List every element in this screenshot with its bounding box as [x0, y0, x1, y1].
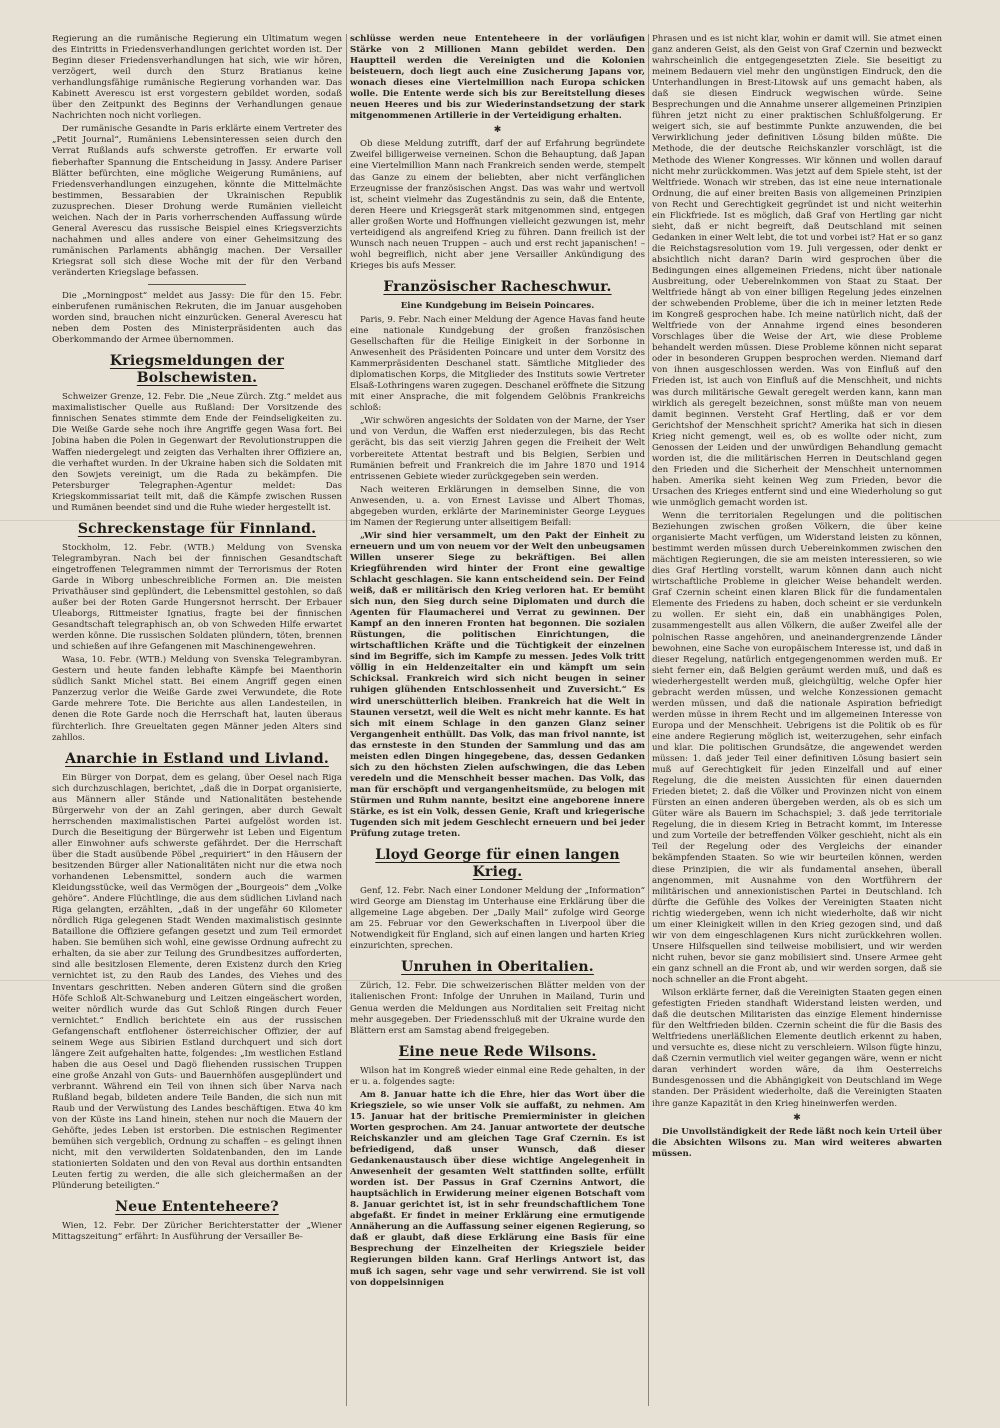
article-text: „Wir sind hier versammelt, um den Pakt der Einheit zu erneuern und um von neuem vor der Welt den unbeugsamen Willen unserer Siege zu bekräftigen. Bei allen Kriegführenden wird hinter der Front eine gewaltige Schlacht geschlagen. Sie kann entscheidend sein. Der Feind weiß, daß er militärisch den Krieg verloren hat. Er bemüht sich nun, den Sieg durch seine Diplomaten und durch die Agenten für Flaumacherei und Verrat zu gewinnen. Der Kampf an den inneren Fronten hat begonnen. Die sozialen Rüstungen, die politischen Einrichtungen, die wirtschaftlichen Kräfte und die Tüchtigkeit der einzelnen sind im Begriffe, sich im Kampfe zu messen. Jedes Volk tritt völlig in ein Heldenzeitalter ein und kämpft um sein Schicksal. Frankreich wird sich nicht beugen in seiner ruhigen glühenden Entschlossenheit und Zuversicht.“ Es wird unerschütterlich bleiben. Frankreich hat die Welt in Staunen versetzt, weil die Welt es nicht mehr kannte. Es hat sich mit einem Schlage in den ganzen Glanz seiner Vergangenheit enthüllt. Das Volk, das man frivol nannte, ist das ernsteste in den Stunden der Sammlung und das am meisten edlen Dingen hingegebene, das, dessen Gedanken sich zu den höchsten Zielen aufschwingen, die das Leben veredeln und die Menschheit besser machen. Das Volk, das man für erschöpft und vergangenheitsmüde, zu belogen mit Stürmen und Ruhm nannte, besitzt eine angeborene innere Stärke, es ist ein Volk, dessen Genie, Kraft und kriegerische Tugenden sich mit jedem Geschlecht erneuern und bei jeder Prüfung zutage treten. — [350, 530, 645, 840]
article-text: Wilson hat im Kongreß wieder einmal eine Rede gehalten, in der er u. a. folgendes sagte: — [350, 1065, 645, 1087]
article-text: Genf, 12. Febr. Nach einer Londoner Meldung der „Information“ wird George am Dienstag im Unterhause eine Erklärung über die allgemeine Lage abgeben. Der „Daily Mail“ zufolge wird George am 25. Februar vor den Gewerkschaften in Liverpool über die Notwendigkeit für England, sich auf einen langen und harten Krieg einzurichten, sprechen. — [350, 886, 645, 952]
article-text: Der rumänische Gesandte in Paris erklärte einem Vertreter des „Petit Journal“, Rumäniens Lebensinteressen seien durch den Verrat Rußlands aufs schwerste getroffen. Er erwarte voll fieberhafter Spannung die Entscheidung in Jassy. Andere Pariser Blätter befürchten, eine mögliche Weigerung Rumäniens, auf Friedensverhandlungen einzugehen, könnte die Mittelmächte bestimmen, Bessarabien der Ukrainischen Republik zuzusprechen. Dieser Drohung werde Rumänien vielleicht weichen. Nach der in Paris vorherrschenden Auffassung würde General Averescu das russische Beispiel eines Kriegsverzichts nachahmen und alles andere von einer Geheimsitzung des rumänischen Parlaments abhängig machen. Der Versailler Kriegsrat soll sich diese Woche mit der für den Verband veränderten Kriegslage befassen. — [52, 124, 342, 278]
article-text: Am 8. Januar hatte ich die Ehre, hier das Wort über die Kriegsziele, so wie unser Volk sie auffaßt, zu nehmen. Am 15. Januar hat der britische Premierminister in gleichen Worten gesprochen. Am 24. Januar antwortete der deutsche Reichskanzler und am gleichen Tage Graf Czernin. Es ist befriedigend, daß unser Wunsch, daß dieser Gedankenaustausch über diese wichtige Angelegenheit in Anwesenheit der gesamten Welt stattfinden sollte, erfüllt worden ist. Der Passus in Graf Czernins Antwort, die hauptsächlich in Erwiderung meiner eigenen Botschaft vom 8. Januar gerichtet ist, ist in sehr freundschaftlichem Tone abgefaßt. Er findet in meiner Erklärung eine ermutigende Annäherung an die Auffassung seiner eigenen Regierung, so daß er glaubt, daß diese Erklärung eine Basis für eine Besprechung der Einzelheiten der Kriegsziele beider Regierungen bilden kann. Graf Herlings Antwort ist, das muß ich sagen, sehr vage und sehr verwirrend. Sie ist voll von doppelsinnigen — [350, 1089, 645, 1288]
article-text: Die Unvollständigkeit der Rede läßt noch kein Urteil über die Absichten Wilsons zu. Man wird weiteres abwarten müssen. — [652, 1126, 942, 1159]
article-text: Wien, 12. Febr. Der Züricher Berichterstatter der „Wiener Mittagszeitung“ erfährt: In Ausführung der Versailler Be- — [52, 1221, 342, 1243]
headline-kriegsmeldungen: Kriegsmeldungen der Bolschewisten. — [109, 353, 285, 387]
article-text: Ein Bürger von Dorpat, dem es gelang, über Oesel nach Riga sich durchzuschlagen, berichtet, „daß die in Dorpat organisierte, aus Männern aller Stände und Nationalitäten bestehende Bürgerwehr von der an Zahl geringen, aber durch Gewalt herrschenden maximalistischen Partei aufgelöst worden ist. Durch die Beseitigung der Bürgerwehr ist Leben und Eigentum aller Einwohner aufs schwerste gefährdet. Der die Herrschaft über die Stadt ausübende Pöbel „requiriert“ in den Häusern der besitzenden Bürger aller Nationalitäten nicht nur die etwa noch vorhandenen Lebensmittel, sondern auch die warmen Kleidungsstücke, weil das Vermögen der „Bourgeois“ dem „Volke gehöre“. Andere Flüchtlinge, die aus dem südlichen Livland nach Riga gelangten, erzählten, „daß in der ungefähr 60 Kilometer nördlich Riga gelegenen Stadt Wenden maximalistisch gesinnte Bataillone die Offiziere gefangen gesetzt und zum Teil ermordet haben. Sie bemühen sich wohl, eine gewisse Ordnung aufrecht zu erhalten, da sie aber zur Teilung des Grundbesitzes aufforderten, sind alle besitzlosen Elemente, deren Existenz durch den Krieg vernichtet ist, zu den Raub des Landes, des Viehes und des Inventars geschritten. Neben anderen Gütern sind die großen Höfe Schloß Alt-Schwaneburg und Leitzen eingeäschert worden, weiter nördlich wurde das Gut Schloß Ringen durch Feuer vernichtet.“ Endlich berichtete ein aus der russischen Gefangenschaft entflohener österreichischer Offizier, der auf seinem Wege aus Sibirien Estland durchquert und sich dort längere Zeit aufgehalten hatte, folgendes: „Im westlichen Estland haben die aus Oesel und Dagö fliehenden russischen Truppen eine große Anzahl von Guts- und Bauernhöfen ausgeplündert und verbrannt. Während ein Teil von ihnen sich über Narva nach Rußland begab, bildeten andere Teile Banden, die sich nun mit Raub und der Verwüstung des Landes beschäftigen. Etwa 40 km von der Küste ins Land hinein, stehen nur noch die Mauern der Gehöfte, jedes Leben ist erstorben. Die estnischen Regimenter bemühen sich vergeblich, Ordnung zu schaffen – es gelingt ihnen nicht, mit den verwilderten Soldatenbanden, den im Lande stationierten Soldaten und den von Reval aus dorthin entsandten Leuten fertig zu werden, die alle sich gleichermaßen an der Plünderung beteiligten.“ — [52, 772, 342, 1192]
article-text: Zürich, 12. Febr. Die schweizerischen Blätter melden von der italienischen Front: Infolge der Unruhen in Mailand, Turin und Genua werden die Meldungen aus Norditalien seit Freitag nicht mehr ausgegeben. Der Friedensschluß mit der Ukraine wurde den Blättern erst am Samstag abend freigegeben. — [350, 981, 645, 1036]
article-text: Ob diese Meldung zutrifft, darf der auf Erfahrung begründete Zweifel billigerweise verneinen. Schon die Behauptung, daß Japan eine Viertelmillion Mann nach Frankreich senden werde, stempelt das Ganze zu einem der beliebten, aber nicht verfänglichen Erzeugnisse der französischen Angst. Das was wahr und wertvoll ist, scheint vielmehr das Zugeständnis zu sein, daß die Entente, deren Heere und Kriegsgerät stark mitgenommen sind, entgegen aller großen Worte und Hoffnungen vielleicht gezwungen ist, mehr verteidigend als angreifend Krieg zu führen. Dann freilich ist der Wunsch nach neuen Truppen – auch und erst recht japanischen! – wohl begreiflich, nicht aber jene Versailler Ankündigung des Krieges bis aufs Messer. — [350, 139, 645, 271]
column-rule — [648, 34, 649, 1406]
article-text: schlüsse werden neue Ententeheere in der vorläufigen Stärke von 2 Millionen Mann gebildet werden. Den Hauptteil werden die Vereinigten und die Kolonien beisteuern, doch liegt auch eine Zusicherung Japans vor, wonach dieses eine Viertelmillion nach Europa schicken wolle. Die Entente werde sich bis zur Bereitstellung dieses neuen Heeres und bis zur Wiederinstandsetzung der stark mitgenommenen Artillerie in der Verteidigung erhalten. — [350, 34, 645, 122]
divider — [148, 284, 247, 285]
article-text: Regierung an die rumänische Regierung ein Ultimatum wegen des Eintritts in Friedensverhandlungen gerichtet worden ist. Der Beginn dieser Friedensverhandlungen hat sich, wie wir hören, verzögert, weil durch den Sturz Bratianus keine verhandlungsfähige rumänische Regierung vorhanden war. Das Kabinett Averescu ist erst vorgestern gebildet worden, sodaß über den Zeitpunkt des Beginns der Verhandlungen genaue Nachrichten noch nicht vorliegen. — [52, 34, 342, 122]
article-text: Schweizer Grenze, 12. Febr. Die „Neue Zürch. Ztg.“ meldet aus maximalistischer Quelle aus Rußland: Der Vorsitzende des finnischen Senates stimmte dem Ende der Feindseligkeiten zu. Die Weiße Garde sehe noch ihre Angriffe gegen Wasa fort. Bei Jobina haben die Polen in Gegenwart der Revolutionstruppen die Waffen niedergelegt und zeigten das Verhalten ihrer Offiziere an, die verhaftet wurden. In der Ukraine haben sich die Soldaten mit den Sowjets vereinigt, um die Rada zu bekämpfen. Die Petersburger Telegraphen-Agentur meldet: Das Kriegskommissariat teilt mit, daß die Kämpfe zwischen Russen und Rumänen beendet sind und die Ruhe wieder hergestellt ist. — [52, 392, 342, 513]
article-text: Paris, 9. Febr. Nach einer Meldung der Agence Havas fand heute eine nationale Kundgebung der großen französischen Gesellschaften für die Heilige Einigkeit in der Sorbonne in Anwesenheit des Präsidenten Poincare und unter dem Vorsitz des Kammerpräsidenten Deschanel statt. Sämtliche Mitglieder des diplomatischen Korps, die Mitglieder des Instituts sowie Vertreter Elsaß-Lothringens waren zugegen. Deschanel eröffnete die Sitzung mit einer Ansprache, die mit folgendem Gelöbnis Frankreichs schloß: — [350, 314, 645, 414]
headline-lloyd-george: Lloyd George für einen langen Krieg. — [375, 847, 620, 881]
column-rule — [346, 34, 347, 1406]
article-text: Wilson erklärte ferner, daß die Vereinigten Staaten gegen einen gefestigten Frieden standhaft Widerstand leisten werden, und daß die deutschen Militaristen das einzige Element hindernisse für den Weltfrieden bilden. Czernin scheint die für die Basis des Weltfriedens unerläßlichen Elemente deutlich erkennt zu haben, und versuchte es, diese nicht zu verschleiern. Wilson fügte hinzu, daß Czernin vermutlich viel weiter gegangen wäre, wenn er nicht daran verhindert worden wäre, da ihm Oesterreichs Bundesgenossen und die Abhängigkeit von Deutschland im Wege standen. Der Präsident wiederholte, daß die Vereinigten Staaten ihre ganze Kapazität in den Krieg hineinwerfen werden. — [652, 988, 942, 1109]
article-text: „Wir schwören angesichts der Soldaten von der Marne, der Yser und von Verdun, die Waffen erst niederzulegen, bis das Recht gerächt, bis das seit vierzig Jahren gegen die Freiheit der Welt vorbereitete Attentat bestraft und bis Belgien, Serbien und Rumänien befreit und Frankreich die im Jahre 1870 und 1914 entrissenen Gebiete wieder zurückgegeben sein werden. — [350, 416, 645, 482]
subheadline: Eine Kundgebung im Beisein Poincares. — [400, 300, 595, 311]
article-text: Die „Morningpost“ meldet aus Jassy: Die für den 15. Febr. einberufenen rumänischen Rekruten, die im Januar ausgehoben worden sind, brauchen nicht einzurücken. General Averescu hat neben dem Posten des Ministerpräsidenten auch das Oberkommando der Armee übernommen. — [52, 291, 342, 346]
column-2 — [350, 34, 645, 1410]
headline-wilson-rede: Eine neue Rede Wilsons. — [398, 1043, 597, 1060]
article-text: Stockholm, 12. Febr. (WTB.) Meldung von Svenska Telegrambyran. Nach bei der finnischen Gesandtschaft eingetroffenen Telegrammen nimmt der Terrorismus der Roten Garde in Wiborg unbeschreibliche Formen an. Die meisten Privathäuser sind geplündert, die Lebensmittel gestohlen, so daß außer bei der Roten Garde Hungersnot herrscht. Der Erbauer Uleaborgs, Rittmeister Ignatius, fragte bei der finnischen Gesandtschaft telegraphisch an, ob von Schweden Hilfe erwartet werden könne. Die russischen Soldaten plündern, töten, brennen und schießen auf ihre Gefangenen mit Maschinengewehren. — [52, 542, 342, 653]
column-3 — [652, 34, 942, 1410]
article-text: Nach weiteren Erklärungen in demselben Sinne, die von Anwesenden, u. a. von Ernest Lavisse und Albert Thomas, abgegeben wurden, erklärte der Marineminister George Leygues im Namen der Regierung unter allseitigem Beifall: — [350, 484, 645, 528]
headline-finnland: Schreckenstage für Finnland. — [77, 520, 317, 537]
article-text: Wenn die territorialen Regelungen und die politischen Beziehungen zwischen großen Völkern, die über keine organisierte Macht verfügen, um Widerstand leisten zu können, bestimmt werden müssen durch Uebereinkommen zwischen den mächtigen Regierungen, die sie am meisten interessieren, so wie dies Graf Hertling vorstellt, warum können dann auch nicht wirtschaftliche Probleme in gleicher Weise behandelt werden. Graf Czernin scheint einen klaren Blick für die fundamentalen Elemente des Friedens zu haben, doch scheint er sie verdunkeln zu wollen. Er sieht ein, daß ein unabhängiges Polen, zusammengestellt aus allen Völkern, die außer Zweifel alle der polnischen Rasse angehören, und aneinandergrenzende Länder bewohnen, eine Sache von europäischem Interesse ist, und daß in dieser Regelung, natürlich entgegengenommen werden muß. Er sieht ferner ein, daß Belgien geräumt werden muß, und daß es wiederhergestellt werden muß, gleichgültig, welche Opfer hier gebracht werden müssen, und welche Konzessionen gemacht werden müssen, und daß die nationale Aspiration befriedigt werden müsse in ihrem Recht und im allgemeinen Interesse von Europa und der Menschheit. Uebrigens ist die Politik ob es für eine andere Regierung möglich ist, weiterzugehen, sehr einfach und klar. Die politischen Grundsätze, die angewendet werden müssen: 1. daß jeder Teil einer definitiven Lösung basiert sein muß auf Gerechtigkeit für jeden Einzelfall und auf einer Regelung, die die meisten Aussichten für einen dauernden Frieden bietet; 2. daß die Völker und Provinzen nicht von einem Fürsten an einen anderen übergeben werden, als ob es sich um Güter wäre als Bauern im Schachspiel; 3. daß jede territoriale Regelung, die in diesem Krieg in Betracht kommt, im Interesse und zum Vorteile der betreffenden Völker geschieht, nicht als ein Teil der Regelung oder des Vergleichs der einander bekämpfenden Staaten. So wie wir beurteilen können, werden diese Prinzipien, die wir als fundamental ansehen, überall angenommen, mit Ausnahme von den Wortführern der militärischen und annexionistischen Partei in Deutschland. Ich dürfte die Gefühle des Volkes der Vereinigten Staaten nicht richtig wiedergeben, wenn ich nicht wiederholte, daß wir nicht um einer Kleinigkeit willen in den Krieg gezogen sind, und daß wir von dem eingeschlagenen Kurs nicht zurückkehren wollen. Unsere Hilfsquellen sind teilweise mobilisiert, und wir werden nicht ruhen, bevor sie ganz mobilisiert sind. Unsere Armee geht ein ganz schnell an die Front ab, und wir werden sorgen, daß sie noch schneller an die Front abgeht. — [652, 511, 942, 985]
column-1 — [52, 34, 342, 1410]
headline-ententeheere: Neue Ententeheere? — [115, 1199, 279, 1216]
article-text: Phrasen und es ist nicht klar, wohin er damit will. Sie atmet einen ganz anderen Geist, als den Geist von Graf Czernin und bezweckt wahrscheinlich die entgegengesetzten Ziele. Sie beseitigt zu meinem Bedauern viel mehr den ungünstigen Eindruck, den die Unterhandlungen in Brest-Litowsk auf uns gemacht haben, als daß sie diesen Eindruck wegwischen würde. Seine Besprechungen und die Annahme unserer allgemeinen Prinzipien führen jetzt nicht zu einer praktischen Schlußfolgerung. Er weigert sich, sie auf bestimmte Punkte anzuwenden, die bei Verwirklichung jeder definitiven Lösung bilden müßte. Die Methode, die der deutsche Reichskanzler vorschlägt, ist die Methode des Wiener Kongresses. Wir können und wollen darauf nicht mehr zurückkommen. Was jetzt auf dem Spiele steht, ist der Weltfriede. Wonach wir streben, das ist eine neue internationale Ordnung, die auf einer breiten Basis von allgemeinen Prinzipien von Recht und Gerechtigkeit gegründet ist und nicht weiterhin ein Flickfriede. Ist es möglich, daß Graf von Hertling gar nicht sieht, daß er nicht begreift, daß Deutschland mit seinen Gedanken in einer Welt lebt, die tot und vorbei ist? Hat er so ganz die Reichstagsresolution vom 19. Juli vergessen, oder denkt er absichtlich nicht daran? Darin wird gesprochen über die Bedingungen eines allgemeinen Friedens, nicht über nationale Ausbreitung, oder Ueberelnkommen von Staat zu Staat. Der Weltfriede hängt ab von einer billigen Regelung jedes einzelnen der schwebenden Probleme, über die ich in meiner letzten Rede im Kongreß gesprochen habe. Ich meine natürlich nicht, daß der Weltfriede von der Annahme irgend eines besonderen Vorschlages über die Weise der Art, wie diese Probleme behandelt werden müssen. Diese Probleme können nicht separat oder in besonderen Gruppen besprochen werden. Niemand darf von ihnen ausgeschlossen werden. Was von Einfluß auf den Frieden ist, ist auch von Einfluß auf die Menschheit, und nichts was durch militärische Gewalt geregelt werden kann, kann man wirklich als geregelt bezeichnen, sonst müßte man von neuem damit beginnen. Versteht Graf Hertling, daß er vor dem Gerichtshof der Menschheit spricht? Amerika hat sich in diesen Krieg nicht gemengt, weil es, ob es wollte oder nicht, zum Genossen der Leiden und der unwürdigen Behandlung gemacht worden ist, die die militärischen Herren in Deutschland gegen den Frieden und die Sicherheit der Menschheit unternommen haben. Amerika sieht keinen Weg zum Frieden, bevor die Ursachen des Krieges entfernt sind und eine Wiederholung so gut wie unmöglich gemacht worden ist. — [652, 34, 942, 508]
headline-oberitalien: Unruhen in Oberitalien. — [401, 959, 594, 976]
headline-estland-livland: Anarchie in Estland und Livland. — [65, 750, 329, 767]
article-text: Wasa, 10. Febr. (WTB.) Meldung von Svenska Telegrambyran. Gestern und heute fanden lebhafte Kämpfe bei Maenthorin südlich Sankt Michel statt. Bei einem Angriff gegen einen Panzerzug verlor die Weiße Garde zwei Verwundete, die Rote Garde mehrere Tote. Die Berichte aus allen Landesteilen, in denen die Rote Garde noch die Herrschaft hat, lauten überaus fürchterlich. Ihre Greueltaten gegen Männer jeden Alters sind zahllos. — [52, 655, 342, 743]
star-ornament: ✱ — [493, 125, 502, 136]
star-ornament: ✱ — [793, 1112, 801, 1123]
headline-racheschwur: Französischer Racheschwur. — [383, 278, 612, 295]
